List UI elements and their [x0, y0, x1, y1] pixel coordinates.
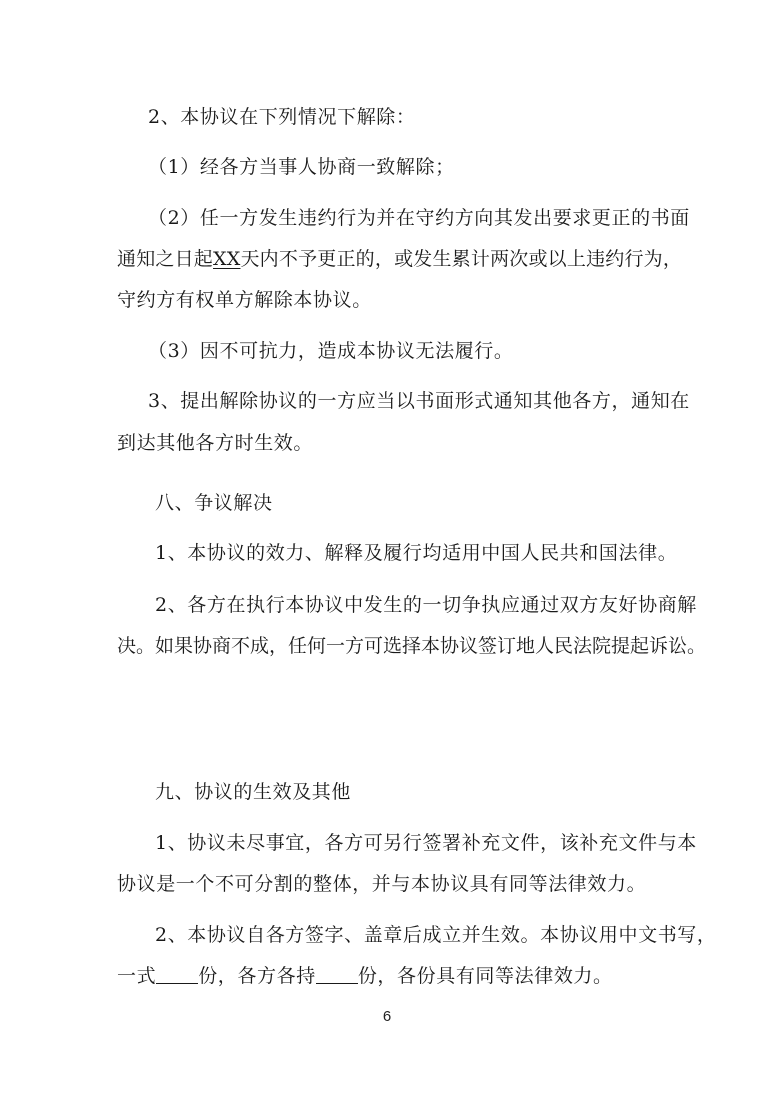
- text-segment: 天内不予更正的，或发生累计两次或以上违约行为，: [240, 248, 683, 270]
- clause-7-3-line-2: 到达其他各方时生效。: [117, 432, 314, 454]
- clause-9-2-line-1: 2、本协议自各方签字、盖章后成立并生效。本协议用中文书写，: [155, 924, 717, 946]
- clause-9-1-line-2: 协议是一个不可分割的整体，并与本协议具有同等法律效力。: [117, 873, 647, 895]
- clause-7-2-item-2-line-3: 守约方有权单方解除本协议。: [117, 289, 372, 311]
- section-heading-8: 八、争议解决: [155, 492, 273, 514]
- text-segment: 份，各方各持: [198, 965, 316, 987]
- copies-each-blank: [316, 965, 358, 984]
- clause-7-2: 2、本协议在下列情况下解除：: [148, 106, 416, 128]
- page-number: 6: [382, 1008, 392, 1025]
- section-heading-9: 九、协议的生效及其他: [155, 781, 352, 803]
- text-segment: 份，各份具有同等法律效力。: [357, 965, 613, 987]
- text-segment: 一式: [117, 965, 157, 987]
- clause-7-2-item-1: （1）经各方当事人协商一致解除；: [148, 156, 455, 178]
- clause-8-2-line-2: 决。如果协商不成，任何一方可选择本协议签订地人民法院提起诉讼。: [117, 635, 707, 657]
- clause-7-2-item-3: （3）因不可抗力，造成本协议无法履行。: [148, 340, 514, 362]
- clause-9-1-line-1: 1、协议未尽事宜，各方可另行签署补充文件，该补充文件与本: [155, 832, 697, 854]
- clause-7-2-item-2-line-2: [117, 246, 683, 272]
- copies-blank: [156, 965, 198, 984]
- clause-7-3-line-1: 3、提出解除协议的一方应当以书面形式通知其他各方，通知在: [148, 390, 690, 412]
- text-segment: 通知之日起: [117, 248, 214, 270]
- underlined-days-placeholder: XX: [213, 248, 241, 270]
- clause-7-2-item-2-line-1: （2）任一方发生违约行为并在守约方向其发出要求更正的书面: [148, 207, 690, 229]
- clause-9-2-line-2: [117, 963, 662, 989]
- clause-8-2-line-1: 2、各方在执行本协议中发生的一切争执应通过双方友好协商解: [155, 594, 697, 616]
- clause-8-1: 1、本协议的效力、解释及履行均适用中国人民共和国法律。: [155, 542, 678, 564]
